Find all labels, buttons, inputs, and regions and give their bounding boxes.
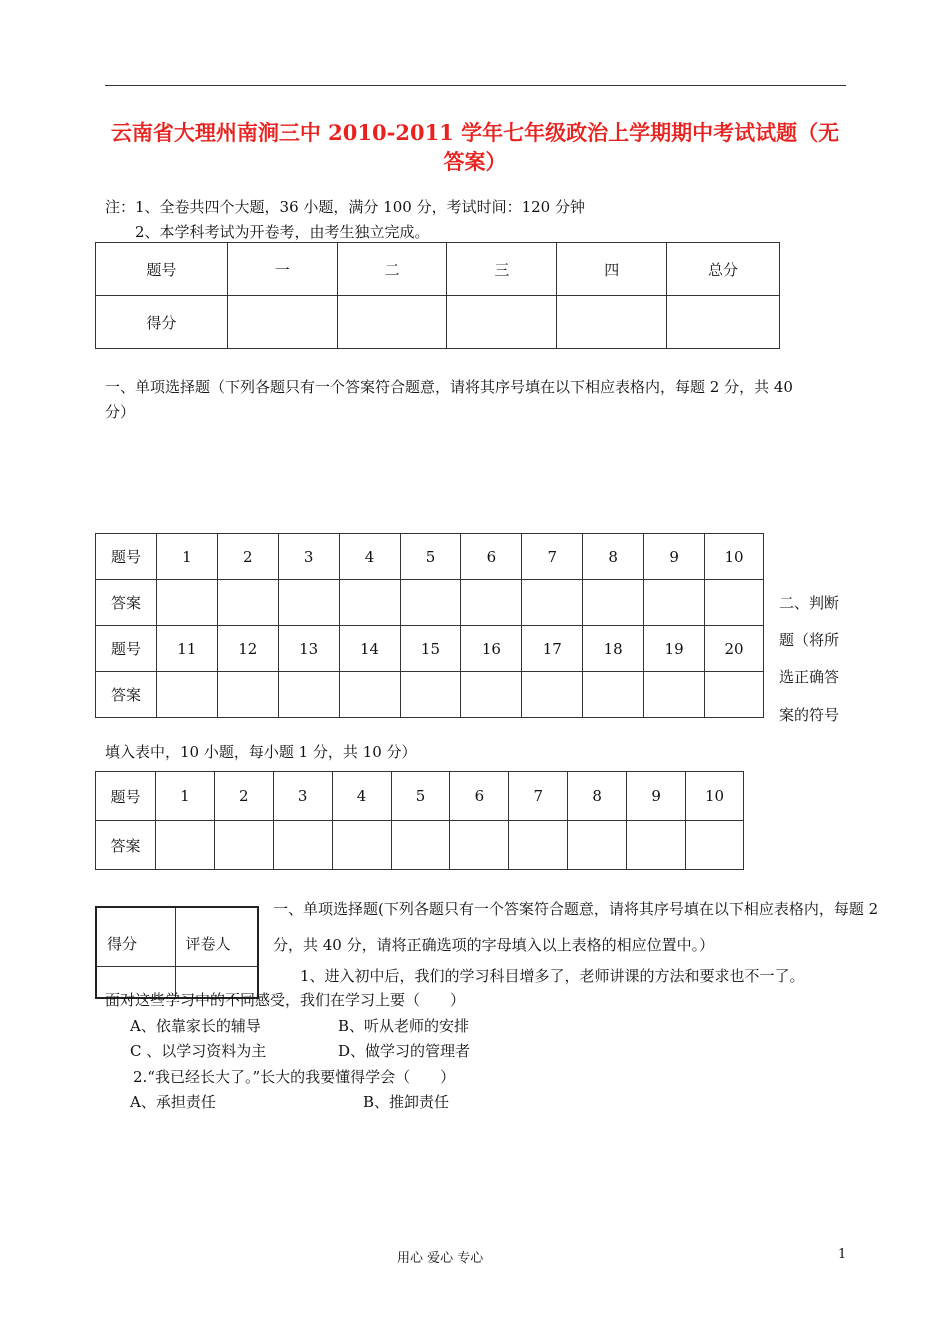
question-number: 6 [450, 772, 509, 821]
answer-row [96, 672, 764, 718]
question-number: 19 [644, 626, 705, 672]
answer-cell[interactable] [644, 580, 705, 626]
grader-name-label: 评卷人 [175, 907, 258, 967]
question-number: 4 [332, 772, 391, 821]
score-header-cell: 二 [337, 243, 447, 296]
answer-cell[interactable] [686, 821, 744, 870]
question-number: 7 [509, 772, 568, 821]
header-rule [105, 85, 846, 86]
title-line-2: 答案） [443, 149, 507, 174]
page-title [100, 118, 850, 176]
section1b-line-2: 分，共 40 分，请将正确选项的字母填入以上表格的相应位置中。） [273, 936, 715, 954]
answer-cell[interactable] [522, 580, 583, 626]
section2-side-line: 案的符号 [779, 706, 840, 724]
question-number-row [96, 626, 764, 672]
answer-cell[interactable] [332, 821, 391, 870]
question-number: 14 [339, 626, 400, 672]
row-label: 答案 [96, 580, 157, 626]
answer-cell[interactable] [400, 580, 461, 626]
question-number: 9 [627, 772, 686, 821]
footer-motto: 用心 爱心 专心 [397, 1251, 484, 1266]
question-number-row [96, 534, 764, 580]
question-number: 5 [391, 772, 450, 821]
question-1-stem-cont: 面对这些学习中的不同感受，我们在学习上要（ ） [105, 991, 466, 1009]
answer-cell[interactable] [522, 672, 583, 718]
answer-cell[interactable] [217, 672, 278, 718]
row-label: 题号 [96, 534, 157, 580]
score-row-label: 得分 [96, 296, 228, 349]
answer-cell[interactable] [339, 672, 400, 718]
answer-cell[interactable] [644, 672, 705, 718]
question-number: 3 [278, 534, 339, 580]
answer-row [96, 580, 764, 626]
question-number: 10 [686, 772, 744, 821]
answer-cell[interactable] [509, 821, 568, 870]
note-line-1: 注：1、全卷共四个大题，36 小题，满分 100 分，考试时间：120 分钟 [105, 198, 585, 216]
score-header-cell: 三 [447, 243, 557, 296]
question-number-row [96, 772, 744, 821]
answer-cell[interactable] [391, 821, 450, 870]
section2-continuation: 填入表中，10 小题，每小题 1 分，共 10 分） [105, 743, 417, 761]
note-line-2: 2、本学科考试为开卷考，由考生独立完成。 [135, 223, 430, 241]
question-number: 2 [217, 534, 278, 580]
score-header-cell: 一 [227, 243, 337, 296]
question-number: 3 [273, 772, 332, 821]
grader-box-header [96, 907, 258, 967]
question-number: 5 [400, 534, 461, 580]
answer-cell[interactable] [568, 821, 627, 870]
row-label: 答案 [96, 821, 156, 870]
answer-cell[interactable] [450, 821, 509, 870]
question-number: 20 [705, 626, 764, 672]
answer-cell[interactable] [705, 580, 764, 626]
question-number: 16 [461, 626, 522, 672]
row-label: 题号 [96, 626, 157, 672]
question-number: 10 [705, 534, 764, 580]
section1-line-2: 分） [105, 403, 136, 421]
answer-cell[interactable] [461, 672, 522, 718]
answer-cell[interactable] [156, 672, 217, 718]
section1b-line-1: 一、单项选择题(下列各题只有一个答案符合题意，请将其序号填在以下相应表格内，每题 2 [273, 900, 879, 918]
answer-cell[interactable] [278, 580, 339, 626]
answer-row [96, 821, 744, 870]
answer-table-choice [95, 533, 764, 718]
grader-score-label: 得分 [96, 907, 175, 967]
q1-option-b[interactable]: B、听从老师的安排 [338, 1017, 470, 1035]
answer-cell[interactable] [273, 821, 332, 870]
answer-cell[interactable] [461, 580, 522, 626]
answer-cell[interactable] [214, 821, 273, 870]
question-number: 8 [568, 772, 627, 821]
question-number: 13 [278, 626, 339, 672]
score-input-cell[interactable] [227, 296, 337, 349]
score-table-score-row [96, 296, 780, 349]
question-2-stem: 2.“我已经长大了。”长大的我要懂得学会（ ） [133, 1068, 456, 1086]
section2-side-line: 选正确答 [779, 668, 840, 686]
answer-cell[interactable] [583, 580, 644, 626]
question-number: 9 [644, 534, 705, 580]
question-number: 4 [339, 534, 400, 580]
score-input-cell[interactable] [337, 296, 447, 349]
q1-option-d[interactable]: D、做学习的管理者 [338, 1042, 471, 1060]
question-number: 15 [400, 626, 461, 672]
grader-box [95, 906, 259, 999]
question-1-stem: 1、进入初中后，我们的学习科目增多了，老师讲课的方法和要求也不一了。 [300, 967, 805, 985]
question-number: 18 [583, 626, 644, 672]
row-label: 题号 [96, 772, 156, 821]
score-header-cell: 题号 [96, 243, 228, 296]
title-line-1: 云南省大理州南涧三中 2010-2011 学年七年级政治上学期期中考试试题（无 [110, 120, 840, 145]
question-number: 7 [522, 534, 583, 580]
question-number: 11 [156, 626, 217, 672]
row-label: 答案 [96, 672, 157, 718]
answer-cell[interactable] [339, 580, 400, 626]
question-number: 1 [156, 534, 217, 580]
question-number: 1 [155, 772, 214, 821]
score-input-cell[interactable] [667, 296, 780, 349]
q2-option-b[interactable]: B、推卸责任 [363, 1093, 450, 1111]
question-number: 6 [461, 534, 522, 580]
score-header-cell: 总分 [667, 243, 780, 296]
answer-cell[interactable] [627, 821, 686, 870]
score-table-header-row [96, 243, 780, 296]
section2-side-line: 题（将所 [779, 631, 840, 649]
question-number: 17 [522, 626, 583, 672]
question-number: 8 [583, 534, 644, 580]
question-number: 2 [214, 772, 273, 821]
answer-cell[interactable] [217, 580, 278, 626]
score-header-cell: 四 [557, 243, 667, 296]
score-input-cell[interactable] [447, 296, 557, 349]
answer-cell[interactable] [583, 672, 644, 718]
answer-cell[interactable] [400, 672, 461, 718]
answer-cell[interactable] [155, 821, 214, 870]
answer-cell[interactable] [278, 672, 339, 718]
answer-cell[interactable] [705, 672, 764, 718]
answer-table-judgement [95, 771, 744, 870]
page-number: 1 [838, 1247, 847, 1262]
score-input-cell[interactable] [557, 296, 667, 349]
question-number: 12 [217, 626, 278, 672]
score-table [95, 242, 780, 349]
section1-line-1: 一、单项选择题（下列各题只有一个答案符合题意，请将其序号填在以下相应表格内，每题 2 分，共 40 [105, 378, 793, 396]
q1-option-a[interactable]: A、依靠家长的辅导 [130, 1017, 261, 1035]
q1-option-c[interactable]: C 、以学习资料为主 [130, 1042, 267, 1060]
answer-cell[interactable] [156, 580, 217, 626]
section2-side-line: 二、判断 [779, 594, 840, 612]
q2-option-a[interactable]: A、承担责任 [130, 1093, 216, 1111]
